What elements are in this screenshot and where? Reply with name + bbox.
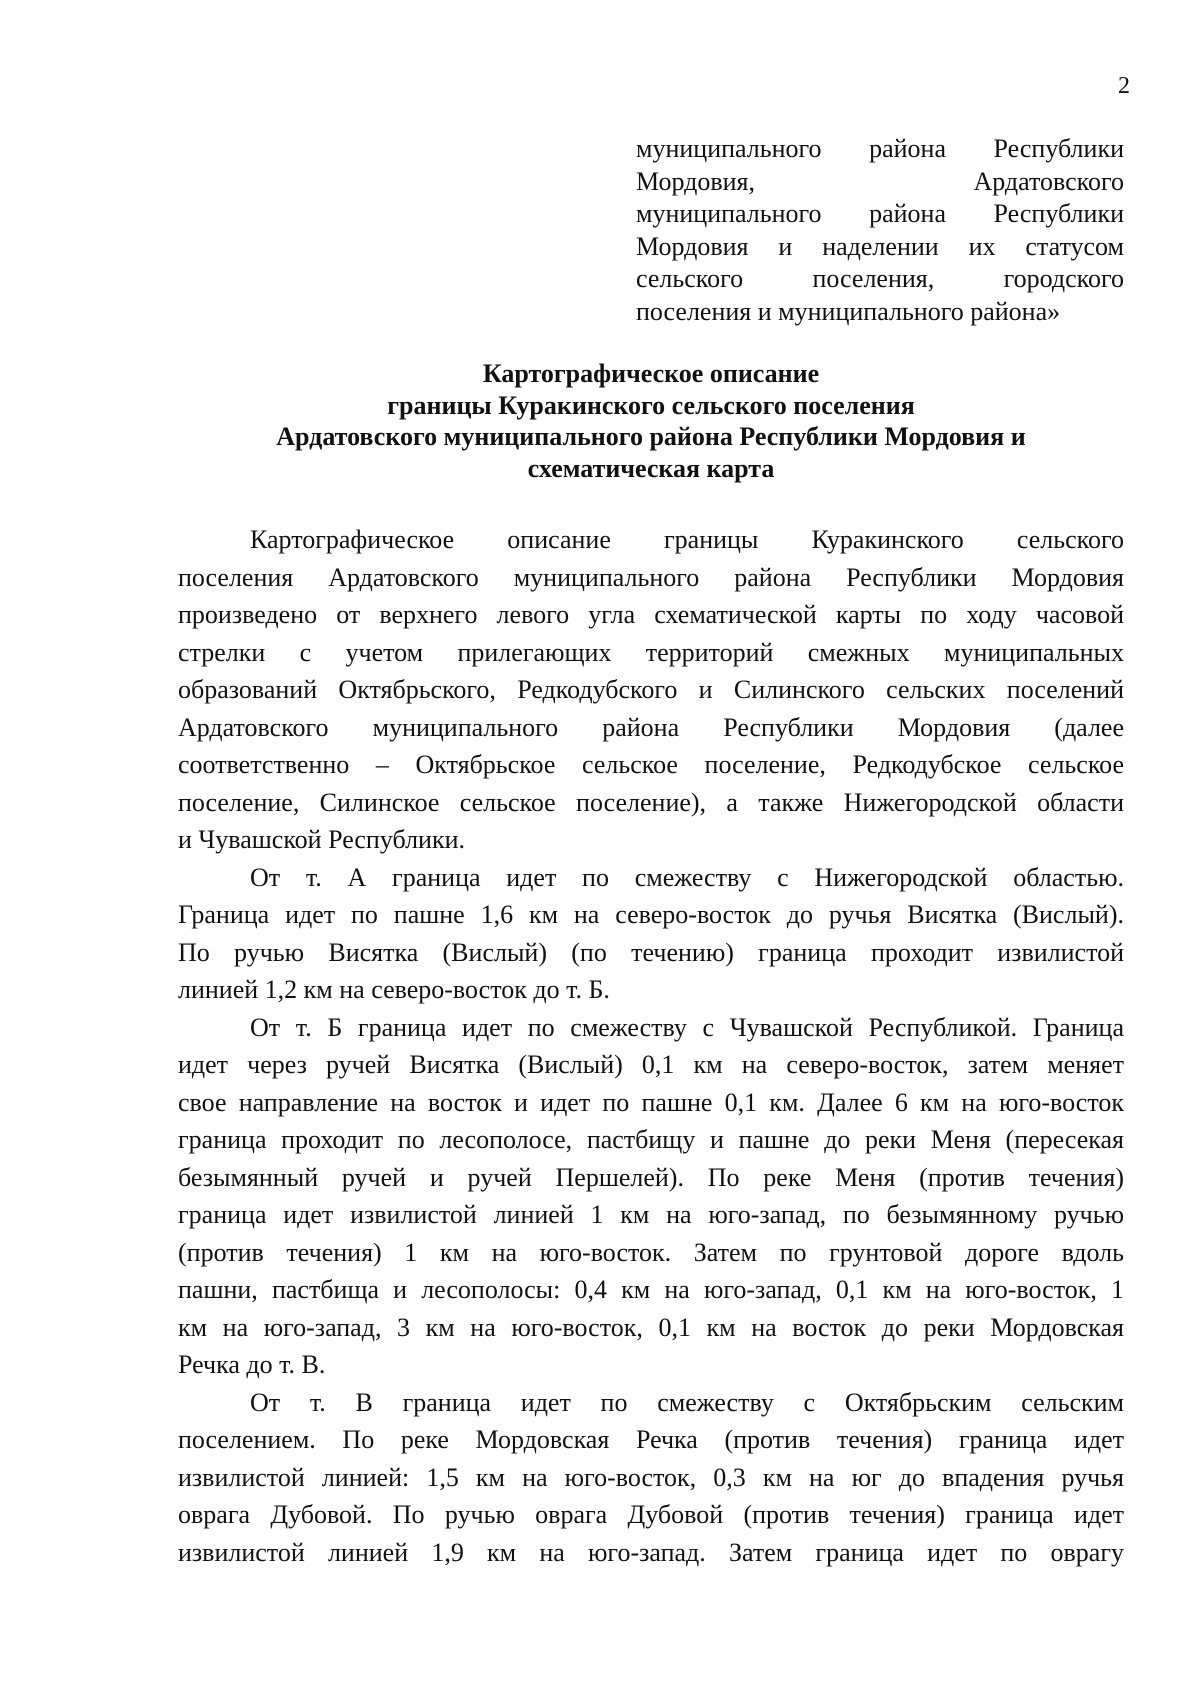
text-line: граница идет извилистой линией 1 км на юго-запад, по безымянному ручью xyxy=(178,1200,1124,1229)
text-line: и Чувашской Республики. xyxy=(178,825,466,854)
paragraph xyxy=(178,859,1124,1009)
text-line: линией 1,2 км на северо-восток до т. Б. xyxy=(178,975,610,1004)
title-line: схематическая карта xyxy=(527,453,775,483)
text-line: От т. Б граница идет по смежеству с Чувашской Республикой. Граница xyxy=(250,1012,1124,1042)
text-line: извилистой линией: 1,5 км на юго-восток, 0,3 км на юг до впадения ручья xyxy=(178,1462,1124,1492)
text-line: поселение, Силинское сельское поселение), а также Нижегородской области xyxy=(178,787,1124,817)
paragraph xyxy=(178,521,1124,859)
text-line: От т. В граница идет по смежеству с Октябрьским сельским xyxy=(250,1387,1124,1417)
text-line: оврага Дубовой. По ручью оврага Дубовой (против течения) граница идет xyxy=(178,1500,1124,1529)
paragraph xyxy=(178,1384,1124,1572)
text-line: образований Октябрьского, Редкодубского и Силинского сельских поселений xyxy=(178,675,1124,704)
text-line: Речка до т. В. xyxy=(178,1350,326,1379)
text-line: поселением. По реке Мордовская Речка (против течения) граница идет xyxy=(178,1425,1124,1454)
text-line: поселения Ардатовского муниципального района Республики Мордовия xyxy=(178,562,1124,592)
header-line: муниципального района Республики xyxy=(636,134,1124,163)
title-line: Картографическое описание xyxy=(482,359,820,388)
text-line: Граница идет по пашне 1,6 км на северо-восток до ручья Висятка (Вислый). xyxy=(178,900,1124,929)
text-line: Ардатовского муниципального района Республики Мордовия (далее xyxy=(178,712,1124,742)
paragraph xyxy=(178,1009,1124,1384)
text-line: соответственно – Октябрьское сельское поселение, Редкодубское сельское xyxy=(178,750,1124,779)
header-line: муниципального района Республики xyxy=(636,199,1124,228)
title-line: границы Куракинского сельского поселения xyxy=(387,390,915,420)
header-line: поселения и муниципального района» xyxy=(636,296,1061,326)
text-line: свое направление на восток и идет по пашне 0,1 км. Далее 6 км на юго-восток xyxy=(178,1087,1124,1117)
text-line: произведено от верхнего левого угла схематической карты по ходу часовой xyxy=(178,600,1124,629)
text-line: Картографическое описание границы Куракинского сельского xyxy=(250,525,1124,554)
page-number: 2 xyxy=(1118,73,1130,99)
text-line: идет через ручей Висятка (Вислый) 0,1 км на северо-восток, затем меняет xyxy=(178,1050,1124,1079)
text-line: извилистой линией 1,9 км на юго-запад. Затем граница идет по оврагу xyxy=(178,1537,1124,1567)
header-line: Мордовия, Ардатовского xyxy=(636,166,1124,196)
text-line: (против течения) 1 км на юго-восток. Затем по грунтовой дороге вдоль xyxy=(178,1237,1124,1267)
text-line: От т. А граница идет по смежеству с Нижегородской областью. xyxy=(250,862,1124,892)
text-line: безымянный ручей и ручей Першелей). По реке Меня (против течения) xyxy=(178,1162,1124,1192)
text-line: стрелки с учетом прилегающих территорий смежных муниципальных xyxy=(178,637,1124,667)
header-block xyxy=(636,133,1124,328)
body-text xyxy=(178,521,1124,1571)
text-line: км на юго-запад, 3 км на юго-восток, 0,1 км на восток до реки Мордовская xyxy=(178,1312,1124,1342)
text-line: граница проходит по лесополосе, пастбищу и пашне до реки Меня (пересекая xyxy=(178,1125,1124,1154)
text-line: По ручью Висятка (Вислый) (по течению) граница проходит извилистой xyxy=(178,937,1124,967)
text-line: пашни, пастбища и лесополосы: 0,4 км на юго-запад, 0,1 км на юго-восток, 1 xyxy=(178,1275,1124,1304)
document-title xyxy=(178,358,1124,484)
header-line: сельского поселения, городского xyxy=(636,264,1124,293)
header-line: Мордовия и наделении их статусом xyxy=(636,231,1124,261)
title-line: Ардатовского муниципального района Республики Мордовия и xyxy=(276,422,1026,451)
